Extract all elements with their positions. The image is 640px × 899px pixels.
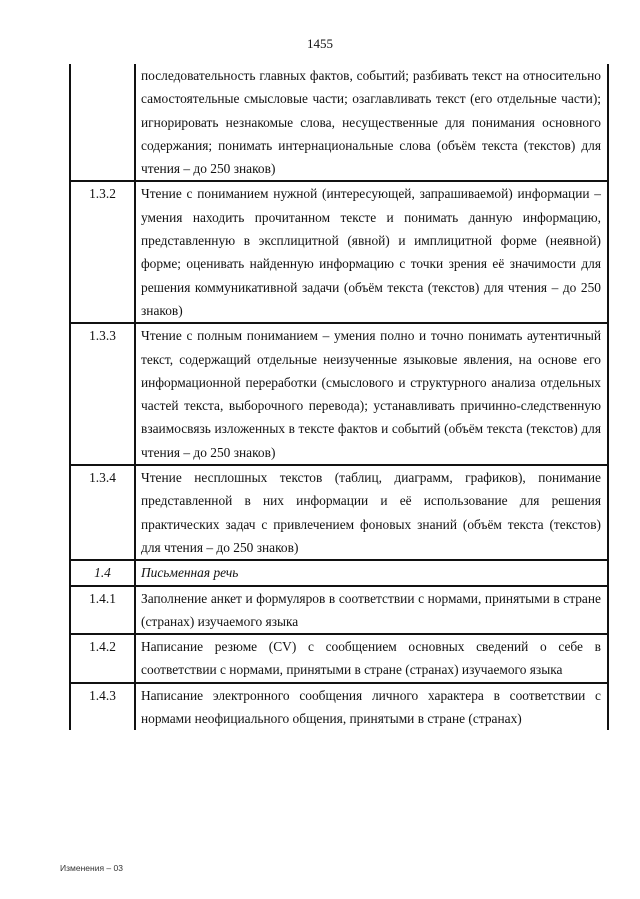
item-number: 1.4.2 [70, 634, 135, 683]
section-title: Письменная речь [135, 560, 608, 585]
content-table [69, 64, 609, 730]
item-text: Чтение несплошных текстов (таблиц, диаграмм, графиков), понимание представленной в них информации и её использование для решения практических задач с привлечением фоновых знаний (объём текста (текстов) для чтения – до 250 знаков) [135, 465, 608, 560]
table-row-section [70, 560, 608, 585]
item-text: Чтение с полным пониманием – умения полно и точно понимать аутентичный текст, содержащий отдельные неизученные языковые явления, на основе его информационной переработки (смыслового и структурного анализа отдельных частей текста, выборочного перевода); устанавливать причинно-следственную взаимосвязь изложенных в тексте фактов и событий (объём текста (текстов) для чтения – до 250 знаков) [135, 323, 608, 465]
item-number: 1.4.1 [70, 586, 135, 635]
item-text: Заполнение анкет и формуляров в соответствии с нормами, принятыми в стране (странах) изучаемого языка [135, 586, 608, 635]
footer-revision: Изменения – 03 [60, 863, 123, 873]
table-row [70, 634, 608, 683]
page-number: 1455 [307, 36, 333, 51]
section-number: 1.4 [70, 560, 135, 585]
item-number: 1.3.4 [70, 465, 135, 560]
table-row [70, 64, 608, 181]
item-number: 1.3.3 [70, 323, 135, 465]
item-text: Написание электронного сообщения личного характера в соответствии с нормами неофициального общения, принятыми в стране (странах) [135, 683, 608, 731]
table-row [70, 181, 608, 323]
item-number [70, 64, 135, 181]
item-text: Написание резюме (CV) с сообщением основных сведений о себе в соответствии с нормами, принятыми в стране (странах) изучаемого языка [135, 634, 608, 683]
table-row [70, 465, 608, 560]
table-row [70, 683, 608, 731]
item-text: последовательность главных фактов, событий; разбивать текст на относительно самостоятельные смысловые части; озаглавливать текст (его отдельные части); игнорировать незнакомые слова, несущественные для понимания основного содержания; понимать интернациональные слова (объём текста (текстов) для чтения – до 250 знаков) [135, 64, 608, 181]
item-number: 1.4.3 [70, 683, 135, 731]
table-row [70, 323, 608, 465]
item-text: Чтение с пониманием нужной (интересующей, запрашиваемой) информации – умения находить прочитанном тексте и понимать данную информацию, представленную в эксплицитной (явной) и имплицитной форме (неявной) форме; оценивать найденную информацию с точки зрения её значимости для решения коммуникативной задачи (объём текста (текстов) для чтения – до 250 знаков) [135, 181, 608, 323]
table-row [70, 586, 608, 635]
item-number: 1.3.2 [70, 181, 135, 323]
